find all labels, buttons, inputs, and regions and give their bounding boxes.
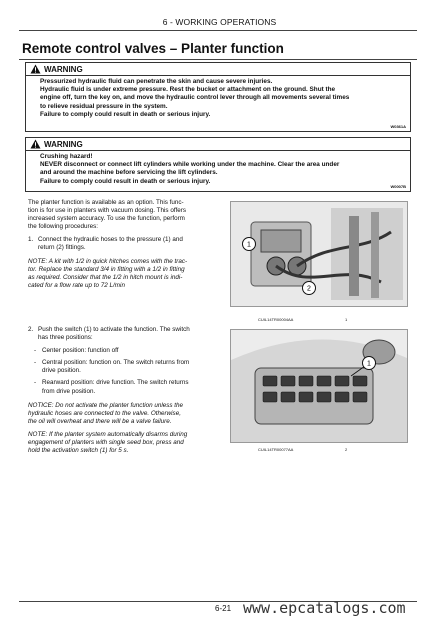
step-1: 1. Connect the hydraulic hoses to the pressure (1) and return (2) fittings. [28,236,183,252]
hydraulic-fittings-illustration [231,202,407,306]
header-rule [19,30,417,31]
warning-label: WARNING [44,139,83,149]
warning-line: Crushing hazard! [40,153,93,160]
warning-text [26,151,410,186]
chapter-header: 6 - WORKING OPERATIONS [162,17,277,27]
figure-2-callout-1: 1 [367,360,371,368]
warning-line: to relieve residual pressure in the system. [40,102,168,110]
warning-line: and around the machine before servicing the lift cylinders. [40,169,218,177]
figure-1-callout-2: 2 [307,285,311,293]
switch-column [28,326,222,460]
figure-1-callout-1: 1 [247,241,251,249]
warning-triangle-icon [30,139,41,149]
warning-line: engine off, turn the key on, and move the hydraulic control lever through all movements several times [40,94,350,102]
title-rule [19,59,417,60]
step-2: 2. Push the switch (1) to activate the function. The switch has three positions: [28,326,190,342]
warning-box-1 [25,62,411,132]
figure-1-number: 1 [345,317,348,322]
list-item: - Center position: function off [34,347,119,355]
figure-1-hydraulic-fittings [230,201,408,307]
warning-label: WARNING [44,64,83,74]
switch-positions-list [28,347,222,395]
list-item: - Central position: function on. The switch returns from drive position. [34,359,190,375]
section-title: Remote control valves – Planter function [22,41,284,56]
warning-triangle-icon [30,64,41,74]
intro-column [28,199,222,295]
warning-text [26,76,410,119]
page-number: 6-21 [215,604,232,613]
warning-line: NEVER disconnect or connect lift cylinders while working under the machine. Clear the area under [40,161,340,169]
watermark-url: www.epcatalogs.com [243,599,406,617]
warning-box-2 [25,137,411,192]
warning-code: W0361A [390,124,406,129]
warning-line: Failure to comply could result in death or serious injury. [40,177,211,185]
notice: NOTICE: Do not activate the planter function unless the hydraulic hoses are connected to the valve. Otherwise, the oil will overheat and there will be a valve failure. [28,401,184,425]
note-2: NOTE: If the planter system automatically disarms during engagement of planters with single seed box, press and hold the activation switch (1) for 5 s. [28,430,188,455]
figure-2-number: 2 [345,447,348,452]
list-item: - Rearward position: drive function. The switch returns from drive position. [34,379,189,395]
figure-2-switch-panel [230,329,408,443]
warning-line: Pressurized hydraulic fluid can penetrate the skin and cause severe injuries. [40,78,273,85]
note-1: NOTE: A kit with 1/2 in quick hitches comes with the trac- tor. Replace the standard 3/4 in fitting with a 1/2 in fitting as required. Consider that the 1/2 in hitch mount is indi- cated for a flow rate up to 72 L/min [28,257,188,289]
switch-panel-illustration [231,330,407,442]
figure-2-caption: CUIL14TR00077AA [258,447,294,452]
warning-line: Failure to comply could result in death or serious injury. [40,110,211,118]
figure-1-caption: CUIL14TR00004AA [258,317,294,322]
warning-code: W0007B [390,184,406,189]
warning-line: Hydraulic fluid is under extreme pressure. Rest the bucket or attachment on the ground. Shut the [40,86,336,94]
warning-header [26,138,410,151]
intro-paragraph: The planter function is available as an option. This func- tion is for use in planters with vacuum dosing. This offers increased system accuracy. To use the function, perform the following procedures: [28,199,186,231]
warning-header [26,63,410,76]
